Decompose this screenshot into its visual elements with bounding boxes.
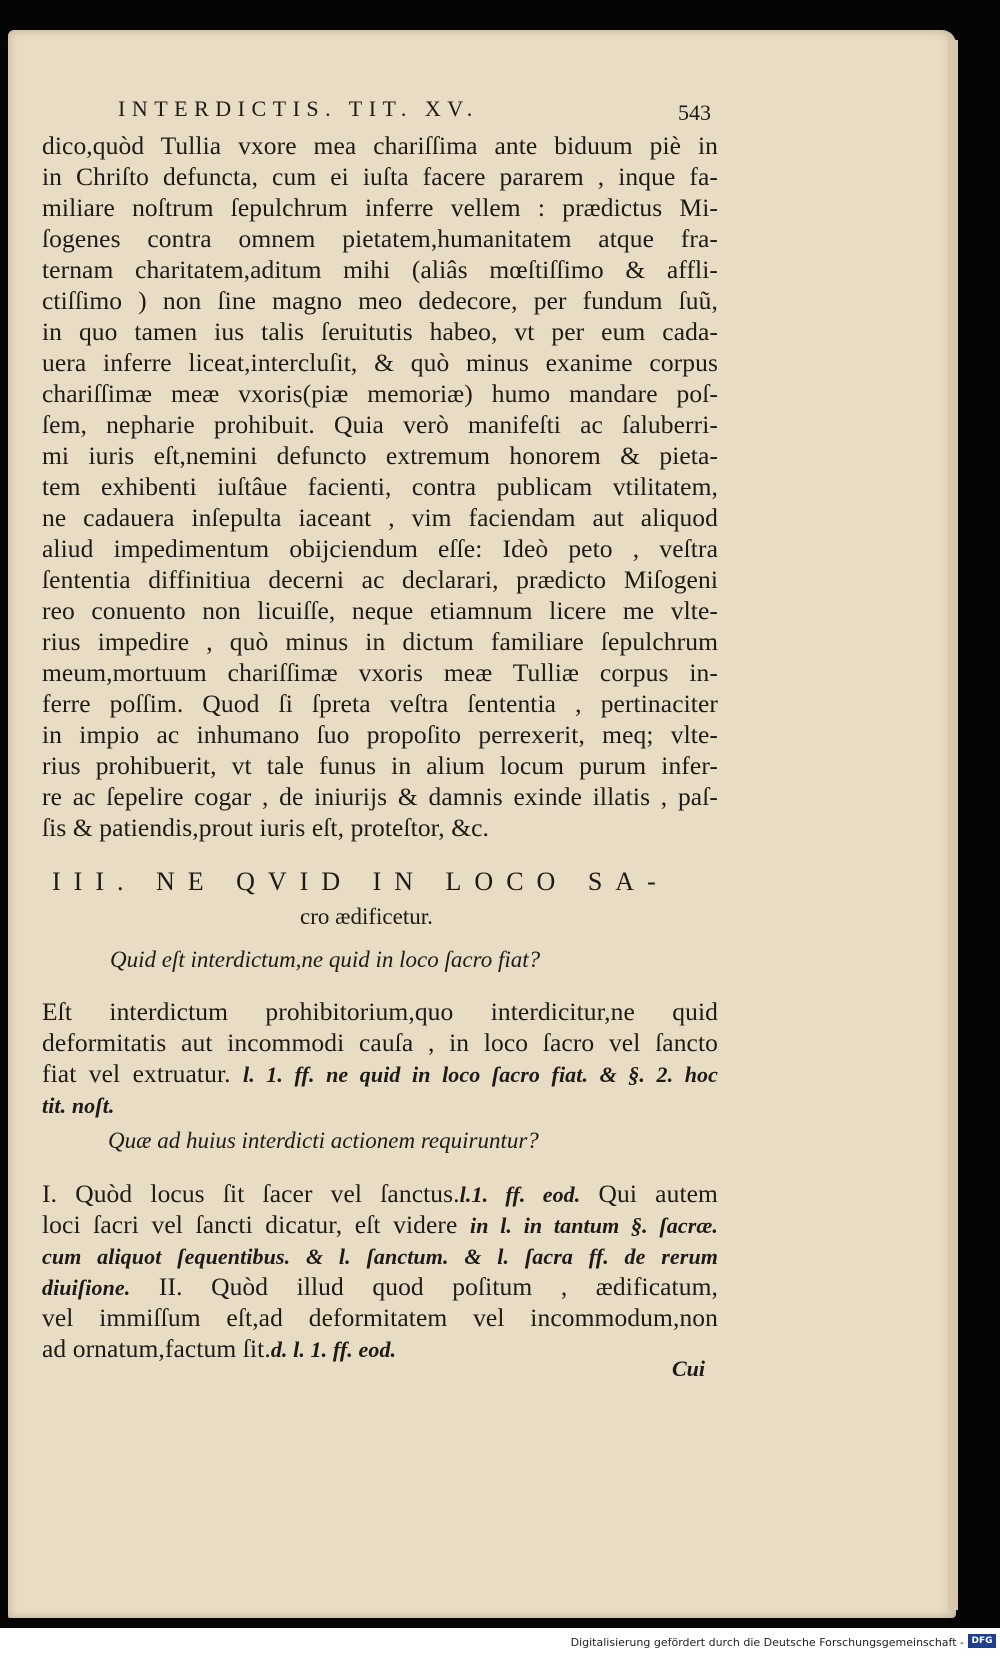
citation: diuiſione. (42, 1275, 131, 1300)
text-line (42, 1209, 718, 1240)
text-line: ternam charitatem,aditum mihi (aliâs mœſtiſſimo & affli- (42, 255, 718, 284)
text-line: ctiſſimo ) non ſine magno meo dedecore, per fundum ſuũ, (42, 286, 718, 315)
text-line: meum,mortuum chariſſimæ vxoris meæ Tulliæ corpus in- (42, 658, 718, 687)
funding-notice: Digitalisierung gefördert durch die Deutsche Forschungsgemeinschaft - (570, 1636, 964, 1649)
citation: l. 1. ff. ne quid in loco ſacro fiat. & §. 2. hoc (242, 1062, 719, 1087)
text-line: ſis & patiendis,prout iuris eſt, proteſtor, &c. (42, 813, 490, 842)
text-line: in impio ac inhumano ſuo propoſito perrexerit, meq; vlte- (42, 720, 718, 749)
text-line (42, 1058, 718, 1089)
text-run: fiat vel extruatur. (42, 1059, 243, 1088)
catchword: Cui (672, 1356, 706, 1381)
section-heading-continuation: cro ædificetur. (300, 904, 433, 929)
text-line: in quo tamen ius talis ſeruitutis habeo, vt per eum cada- (42, 317, 718, 346)
text-line (42, 1089, 718, 1120)
paragraph-requirements (42, 1178, 718, 1364)
text-line: vel immiſſum eſt,ad deformitatem vel incommodum,non (42, 1303, 718, 1332)
text-line: reo conuento non licuiſſe, neque etiamnum licere me vlte- (42, 596, 718, 625)
citation: in l. in tantum §. ſacræ. (470, 1213, 719, 1238)
text-line: chariſſimæ meæ vxoris(piæ memoriæ) humo mandare poſ- (42, 379, 718, 408)
text-line: ſogenes contra omnem pietatem,humanitatem atque fra- (42, 224, 718, 253)
text-run: loci ſacri vel ſancti dicatur, eſt videre (42, 1210, 470, 1239)
text-run: ad ornatum,factum ſit. (42, 1334, 271, 1363)
dfg-logo-icon: DFG (968, 1634, 996, 1648)
text-line: ne cadauera inſepulta iaceant , vim faciendam aut aliquod (42, 503, 718, 532)
paragraph-definition (42, 996, 718, 1120)
text-line: re ac ſepelire cogar , de iniurijs & damnis exinde illatis , paſ- (42, 782, 718, 811)
text-line: mi iuris eſt,nemini defuncto extremum honorem & pieta- (42, 441, 718, 470)
text-line: in Chriſto defuncta, cum ei iuſta facere pararem , inque fa- (42, 162, 718, 191)
text-line: deformitatis aut incommodi cauſa , in loco ſacro vel ſancto (42, 1028, 718, 1057)
question-heading-2: Quæ ad huius interdicti actionem requiruntur? (108, 1128, 539, 1153)
section-heading: III. NE QVID IN LOCO SA- (52, 867, 669, 896)
text-line (42, 1240, 718, 1271)
text-run: I. Quòd locus ſit ſacer vel ſanctus. (42, 1179, 460, 1208)
text-line: dico,quòd Tullia vxore mea chariſſima ante biduum piè in (42, 131, 718, 160)
question-heading-1: Quid eſt interdictum,ne quid in loco ſacro fiat? (110, 947, 541, 972)
text-line: ferre poſſim. Quod ſi ſpreta veſtra ſententia , pertinaciter (42, 689, 718, 718)
text-line: ſem, nepharie prohibuit. Quia verò manifeſti ac ſaluberri- (42, 410, 718, 439)
text-line: miliare noſtrum ſepulchrum inferre vellem : prædictus Mi- (42, 193, 718, 222)
citation: cum aliquot ſequentibus. & l. ſanctum. & l. ſacra ff. de rerum (42, 1244, 718, 1269)
body-text (42, 130, 718, 843)
citation: tit. noſt. (42, 1093, 115, 1118)
text-run: Qui autem (580, 1179, 718, 1208)
text-line: tem exhibenti iuſtâue facienti, contra publicam vtilitatem, (42, 472, 718, 501)
text-run: II. Quòd illud quod poſitum , ædificatum, (130, 1272, 718, 1301)
text-line: rius impedire , quò minus in dictum familiare ſepulchrum (42, 627, 718, 656)
citation: l.1. ff. eod. (459, 1182, 581, 1207)
running-head: INTERDICTIS. TIT. XV. (118, 96, 479, 121)
page-edge (948, 40, 958, 1610)
text-line (42, 1178, 718, 1209)
text-line: aliud impedimentum obijciendum eſſe: Ideò peto , veſtra (42, 534, 718, 563)
citation: d. l. 1. ff. eod. (270, 1337, 397, 1362)
text-line: ſententia diffinitiua decerni ac declarari, prædicto Miſogeni (42, 565, 718, 594)
page-number: 543 (678, 100, 711, 125)
text-line: uera inferre liceat,intercluſit, & quò minus exanime corpus (42, 348, 718, 377)
text-line (42, 1333, 718, 1364)
text-line: Eſt interdictum prohibitorium,quo interdicitur,ne quid (42, 997, 718, 1026)
text-line: rius prohibuerit, vt tale funus in alium locum purum infer- (42, 751, 718, 780)
text-line (42, 1271, 718, 1302)
